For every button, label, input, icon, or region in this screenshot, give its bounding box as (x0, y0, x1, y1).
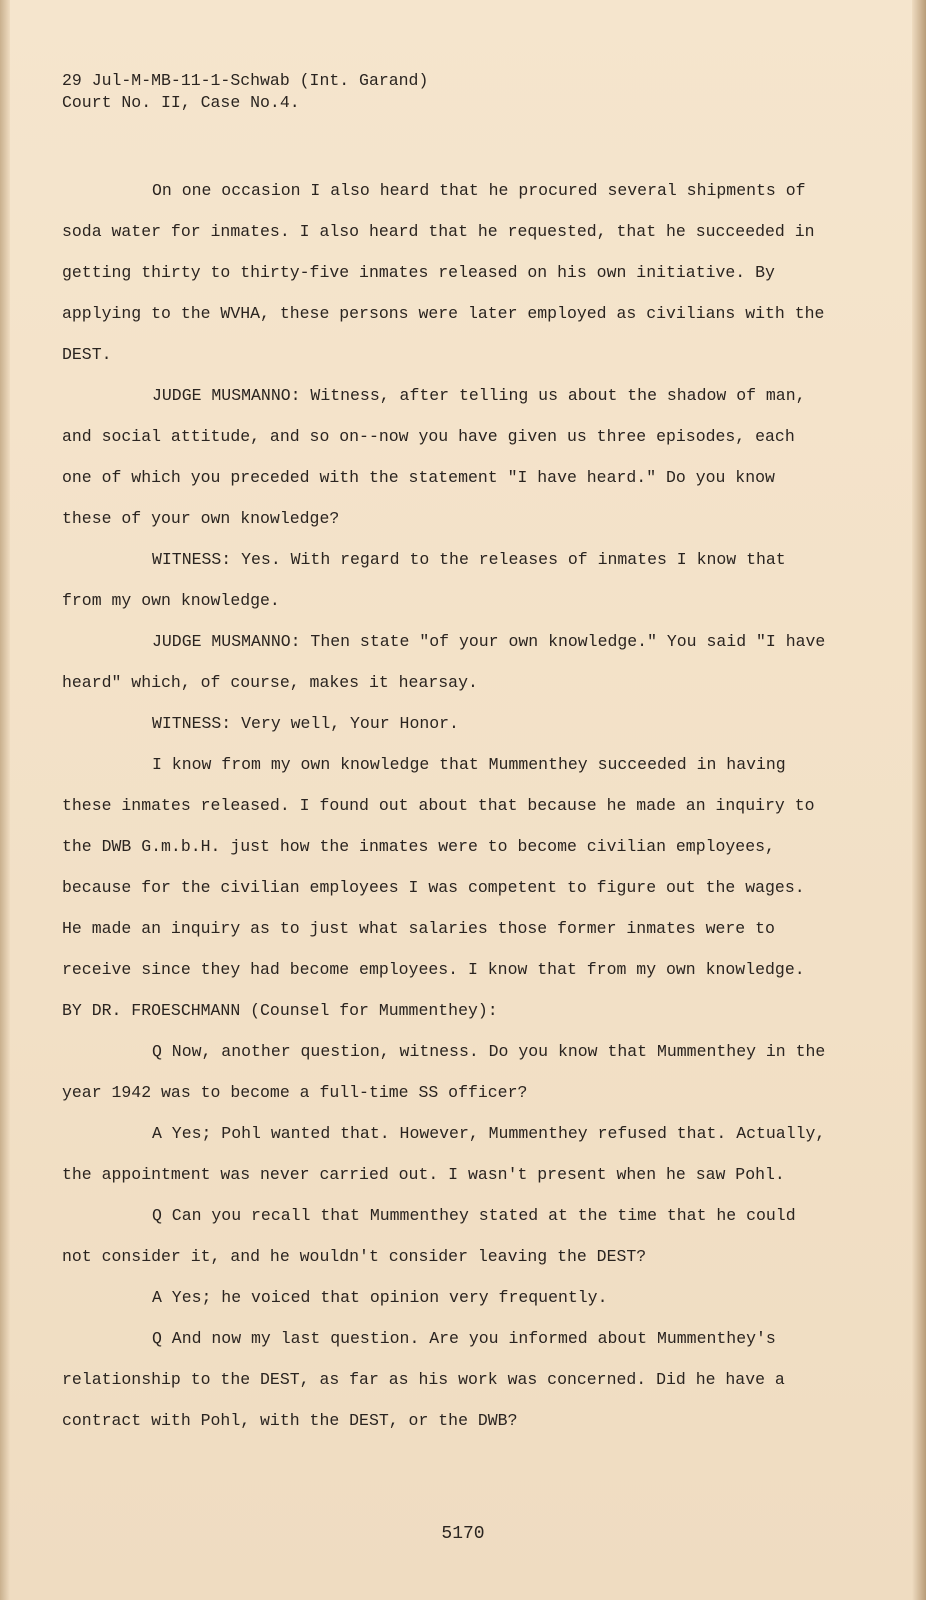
question: Q Now, another question, witness. Do you know that Mummenthey in the year 1942 was to become a full-time SS officer? (62, 1042, 826, 1102)
question: Q And now my last question. Are you informed about Mummenthey's relationship to the DEST, as far as his work was concerned. Did he have a contract with Pohl, with the DEST, or the DWB? (62, 1329, 785, 1430)
transcript-body (62, 170, 832, 1441)
paragraph: JUDGE MUSMANNO: Witness, after telling us about the shadow of man, and social attitude, and so on--now you have given us three episodes, each one of which you preceded with the statement "I have heard." Do you know these of your own knowledge? (62, 386, 806, 528)
paragraph: On one occasion I also heard that he procured several shipments of soda water for inmates. I also heard that he requested, that he succeeded in getting thirty to thirty-five inmates released on his own initiative. By applying to the WVHA, these persons were later employed as civilians with the DEST. (62, 181, 825, 364)
header-line-1: 29 Jul-M-MB-11-1-Schwab (Int. Garand) (62, 71, 429, 90)
header-line-2: Court No. II, Case No.4. (62, 93, 300, 112)
paper-edge-left (0, 0, 10, 1600)
paragraph: WITNESS: Yes. With regard to the releases of inmates I know that from my own knowledge. (62, 550, 786, 610)
page-number: 5170 (441, 1524, 485, 1544)
paragraph: JUDGE MUSMANNO: Then state "of your own knowledge." You said "I have heard" which, of course, makes it hearsay. (62, 632, 826, 692)
answer: A Yes; Pohl wanted that. However, Mummenthey refused that. Actually, the appointment was never carried out. I wasn't present when he saw Pohl. (62, 1124, 826, 1184)
document-header (62, 70, 428, 114)
paper-edge-right (912, 0, 926, 1600)
paragraph: I know from my own knowledge that Mummenthey succeeded in having these inmates released. I found out about that because he made an inquiry to the DWB G.m.b.H. just how the inmates were to become civilian employees, because for the civilian employees I was competent to figure out the wages. He made an inquiry as to just what salaries those former inmates were to receive since they had become employees. I know that from my own knowledge. (62, 755, 815, 979)
examination-heading: BY DR. FROESCHMANN (Counsel for Mummenthey): (62, 1001, 498, 1020)
answer: A Yes; he voiced that opinion very frequently. (152, 1288, 608, 1307)
question: Q Can you recall that Mummenthey stated at the time that he could not consider it, and he wouldn't consider leaving the DEST? (62, 1206, 796, 1266)
paragraph: WITNESS: Very well, Your Honor. (152, 714, 459, 733)
